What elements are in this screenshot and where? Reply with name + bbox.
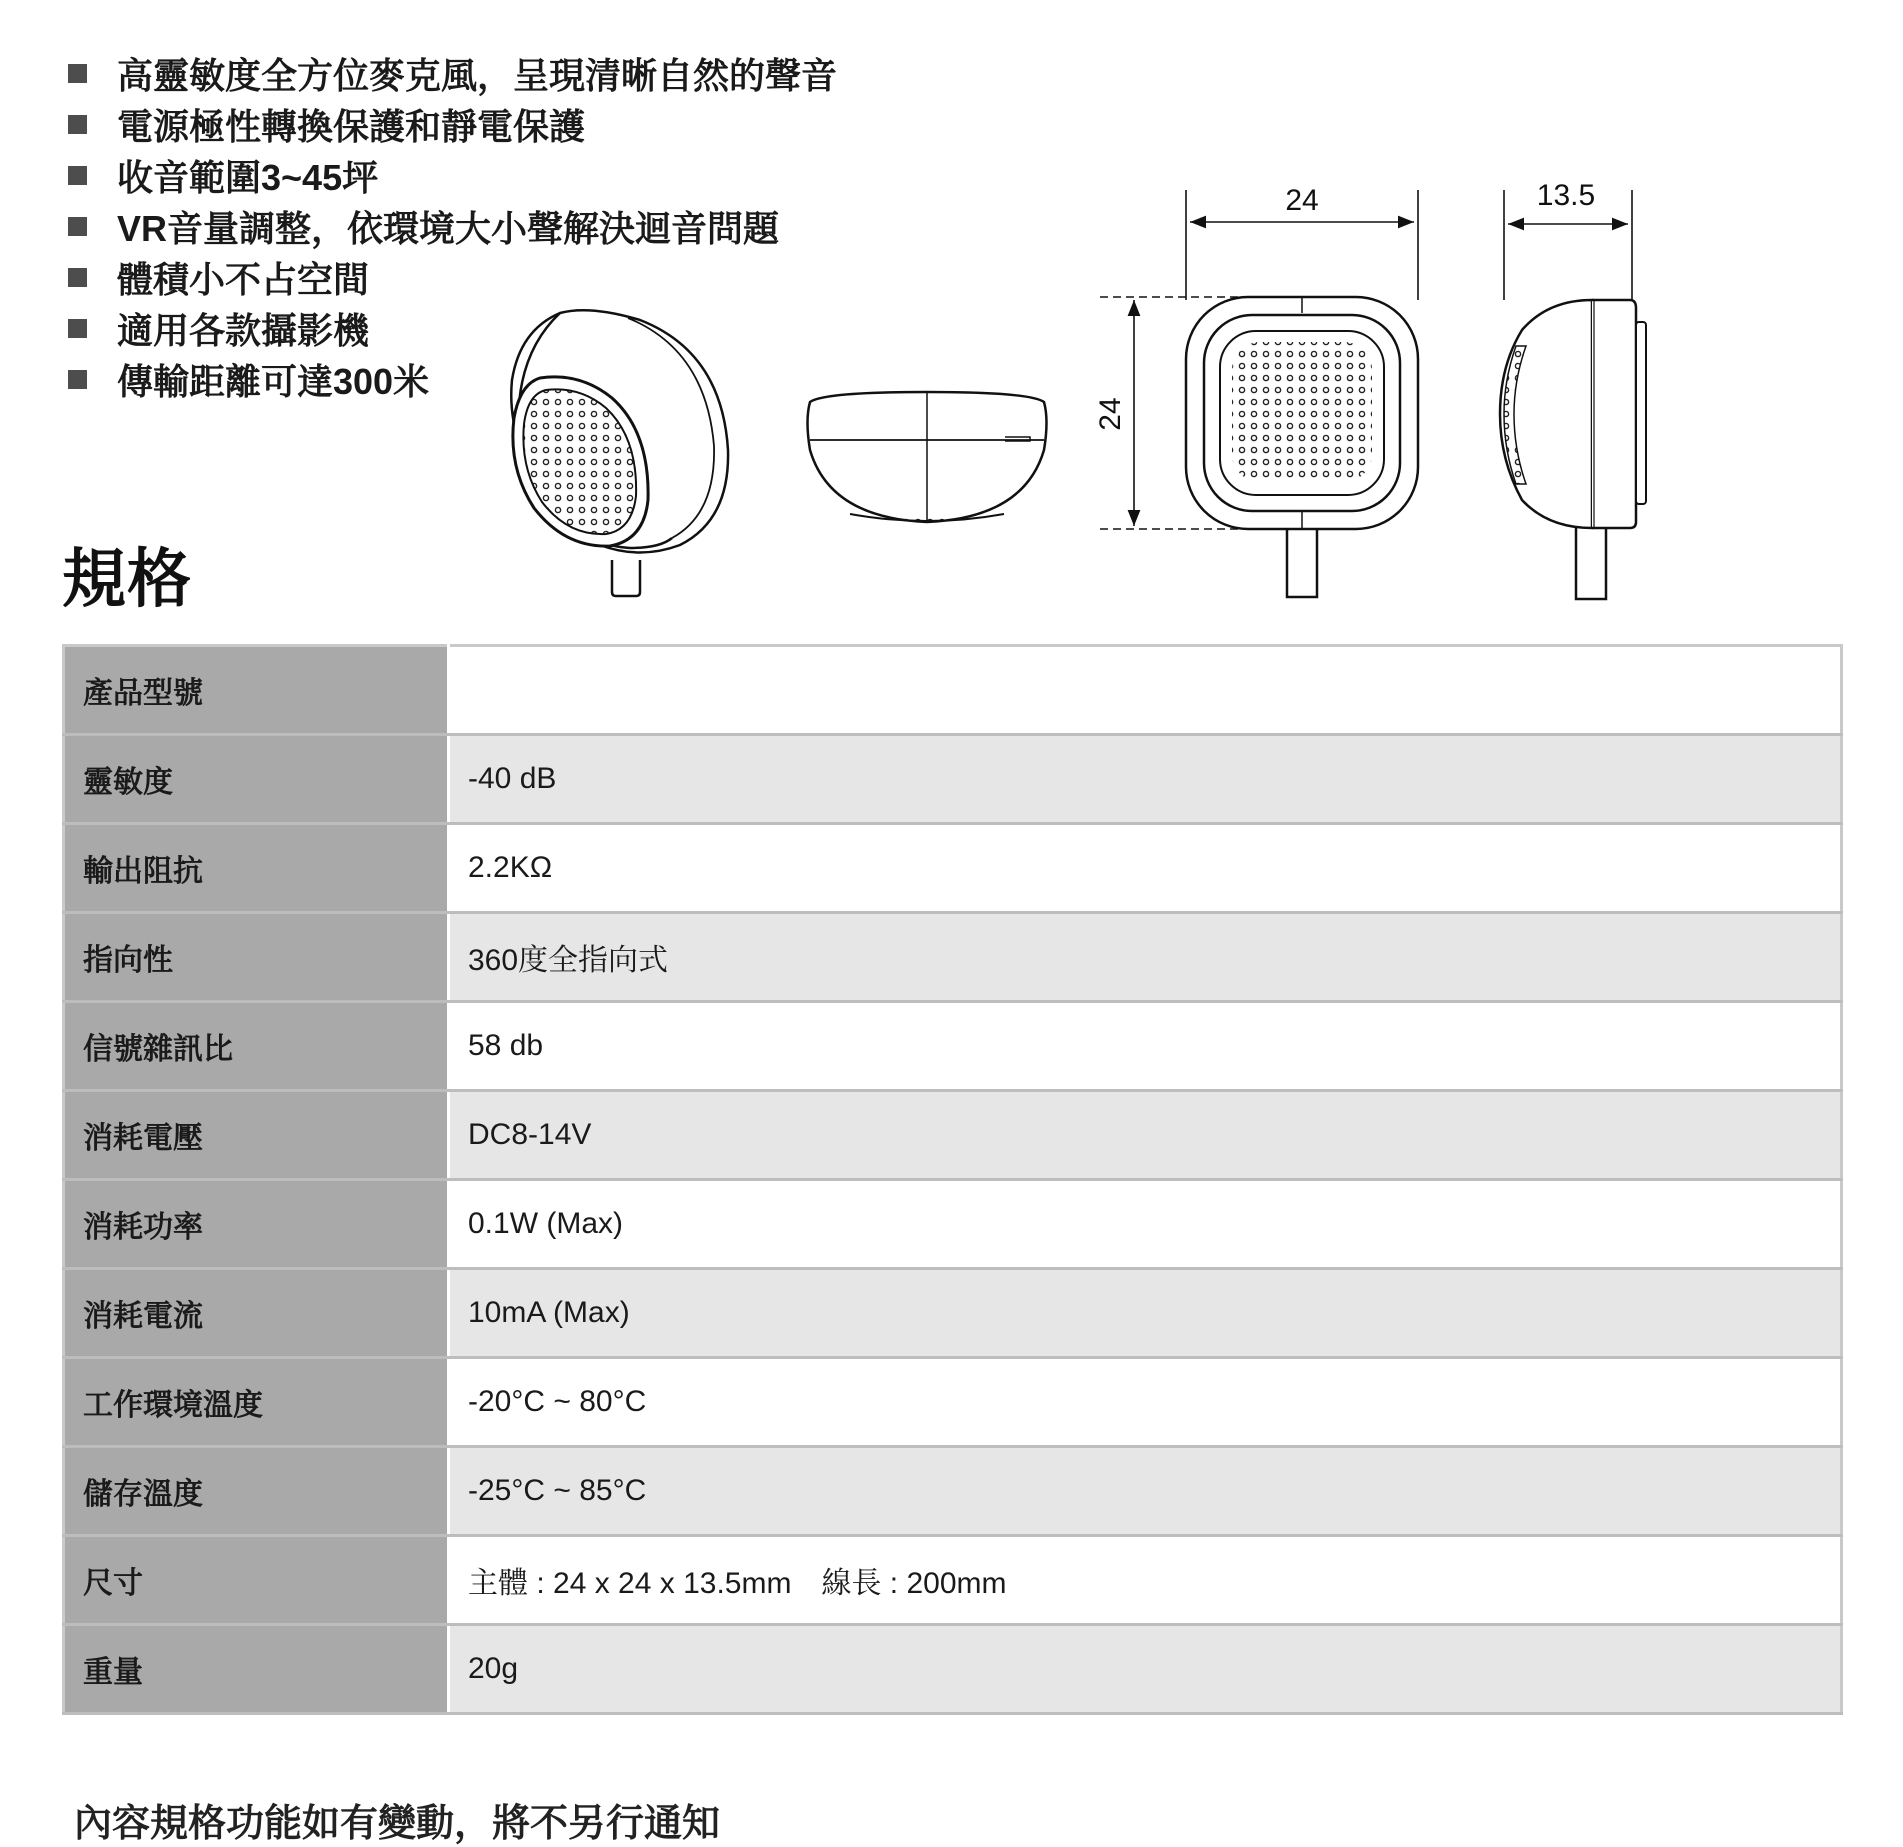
table-row: [64, 824, 1842, 913]
spec-value: -40 dB: [449, 735, 1842, 824]
spec-value: 10mA (Max): [449, 1269, 1842, 1358]
spec-key: 靈敏度: [64, 735, 449, 824]
bottom-view: [808, 392, 1047, 522]
feature-text: 體積小不占空間: [117, 259, 370, 300]
feature-text: 傳輸距離可達300米: [117, 361, 430, 402]
spec-table: [62, 644, 1843, 1715]
spec-key: 尺寸: [64, 1536, 449, 1625]
spec-key: 消耗電壓: [64, 1091, 449, 1180]
spec-key: 儲存溫度: [64, 1447, 449, 1536]
table-row: [64, 913, 1842, 1002]
spec-value: -20°C ~ 80°C: [449, 1358, 1842, 1447]
spec-key: 工作環境溫度: [64, 1358, 449, 1447]
feature-text: VR音量調整，依環境大小聲解決迴音問題: [117, 208, 780, 249]
spec-value: HS-H019Y0: [449, 646, 1842, 735]
change-notice: 內容規格功能如有變動，將不另行通知: [74, 1803, 721, 1845]
table-row: [64, 735, 1842, 824]
table-row: [64, 1180, 1842, 1269]
spec-value: 360度全指向式: [449, 913, 1842, 1002]
feature-text: 電源極性轉換保護和靜電保護: [117, 106, 586, 147]
spec-value: 0.1W (Max): [449, 1180, 1842, 1269]
feature-text: 適用各款攝影機: [117, 310, 370, 351]
front-view: [1186, 297, 1418, 597]
side-view: [1500, 300, 1646, 599]
feature-text: 高靈敏度全方位麥克風，呈現清晰自然的聲音: [117, 55, 838, 96]
section-title: 規格: [62, 543, 192, 615]
spec-value: 2.2KΩ: [449, 824, 1842, 913]
spec-key: 輸出阻抗: [64, 824, 449, 913]
feature-text: 收音範圍3~45坪: [117, 157, 379, 198]
table-row: [64, 1358, 1842, 1447]
spec-value: -25°C ~ 85°C: [449, 1447, 1842, 1536]
spec-key: 產品型號: [64, 646, 449, 735]
perspective-view: [511, 310, 728, 596]
spec-value: 主體 : 24 x 24 x 13.5mm 線長 : 200mm: [449, 1536, 1842, 1625]
spec-value: 58 db: [449, 1002, 1842, 1091]
table-row: [64, 1536, 1842, 1625]
table-row: [64, 1091, 1842, 1180]
spec-value: 20g: [449, 1625, 1842, 1714]
width-dimension-label: 24: [1285, 184, 1319, 217]
table-row: [64, 1002, 1842, 1091]
height-dimension-label: 24: [1094, 397, 1127, 431]
depth-dimension-label: 13.5: [1536, 179, 1596, 212]
table-row: [64, 1625, 1842, 1714]
spec-value: DC8-14V: [449, 1091, 1842, 1180]
spec-key: 重量: [64, 1625, 449, 1714]
table-row: [64, 1447, 1842, 1536]
table-row: [64, 646, 1842, 735]
product-drawings: [0, 0, 1903, 620]
spec-key: 指向性: [64, 913, 449, 1002]
spec-key: 消耗電流: [64, 1269, 449, 1358]
spec-key: 消耗功率: [64, 1180, 449, 1269]
table-row: [64, 1269, 1842, 1358]
spec-key: 信號雜訊比: [64, 1002, 449, 1091]
